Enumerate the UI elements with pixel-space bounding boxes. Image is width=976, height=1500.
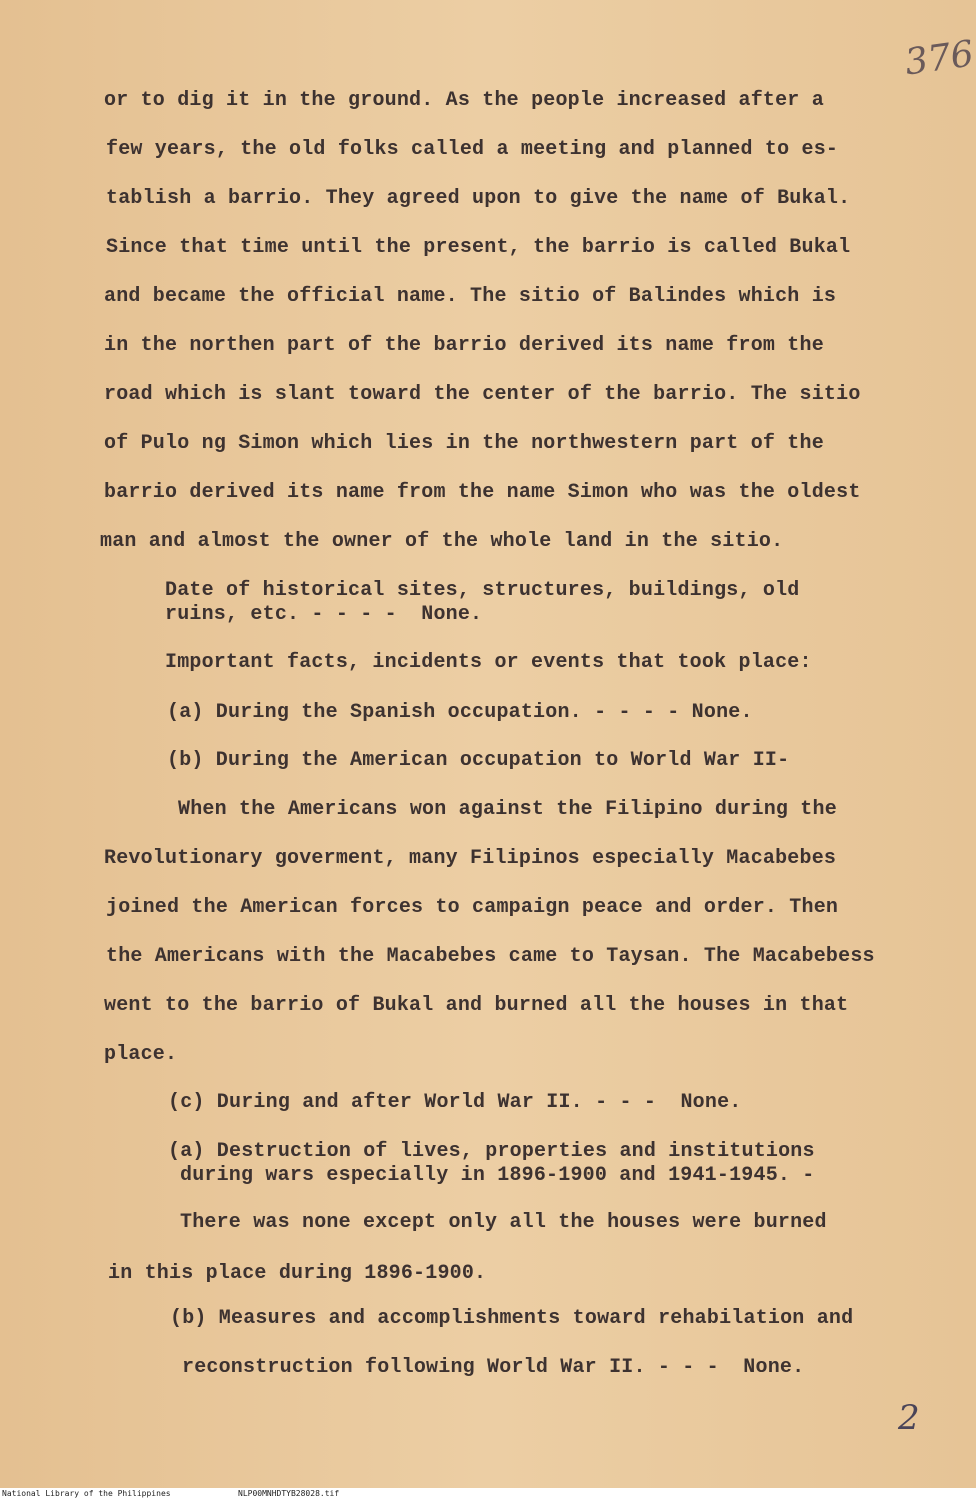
text-line-26: in this place during 1896-1900. (108, 1262, 487, 1285)
text-line-11: Date of historical sites, structures, buildings, old (165, 579, 800, 602)
text-line-17: Revolutionary goverment, many Filipinos especially Macabebes (104, 847, 837, 870)
text-line-25: There was none except only all the houses were burned (180, 1211, 827, 1234)
text-line-8: of Pulo ng Simon which lies in the northwestern part of the (104, 432, 824, 455)
footer-library-name: National Library of the Philippines (2, 1489, 171, 1498)
text-line-27: (b) Measures and accomplishments toward rehabilation and (170, 1307, 854, 1330)
text-line-28: reconstruction following World War II. - - - None. (182, 1356, 805, 1379)
text-line-19: the Americans with the Macabebes came to Taysan. The Macabebess (106, 945, 875, 968)
text-line-3: tablish a barrio. They agreed upon to give the name of Bukal. (106, 187, 851, 210)
text-line-24: during wars especially in 1896-1900 and 1941-1945. - (180, 1164, 815, 1187)
text-line-23: (a) Destruction of lives, properties and institutions (168, 1140, 815, 1163)
text-line-2: few years, the old folks called a meeting and planned to es- (106, 138, 839, 161)
text-line-20: went to the barrio of Bukal and burned all the houses in that (104, 994, 849, 1017)
text-line-7: road which is slant toward the center of the barrio. The sitio (104, 383, 861, 406)
footer-file-name: NLP00MNHDTYB28028.tif (238, 1489, 340, 1498)
text-line-14: (a) During the Spanish occupation. - - - - None. (167, 701, 753, 724)
handwritten-page-number: 376 (902, 33, 976, 84)
text-line-21: place. (104, 1043, 178, 1066)
text-line-16: When the Americans won against the Filipino during the (178, 798, 837, 821)
text-line-12: ruins, etc. - - - - None. (165, 603, 483, 626)
text-line-13: Important facts, incidents or events that took place: (165, 651, 812, 674)
text-line-1: or to dig it in the ground. As the people increased after a (104, 89, 824, 112)
text-line-6: in the northen part of the barrio derived its name from the (104, 334, 824, 357)
text-line-18: joined the American forces to campaign peace and order. Then (106, 896, 839, 919)
text-line-9: barrio derived its name from the name Simon who was the oldest (104, 481, 861, 504)
text-line-15: (b) During the American occupation to World War II- (167, 749, 790, 772)
scan-footer (0, 1488, 976, 1500)
text-line-10: man and almost the owner of the whole land in the sitio. (100, 530, 784, 553)
handwritten-page-mark: 2 (898, 1398, 920, 1438)
text-line-22: (c) During and after World War II. - - - None. (168, 1091, 742, 1114)
text-line-4: Since that time until the present, the barrio is called Bukal (106, 236, 851, 259)
text-line-5: and became the official name. The sitio of Balindes which is (104, 285, 837, 308)
